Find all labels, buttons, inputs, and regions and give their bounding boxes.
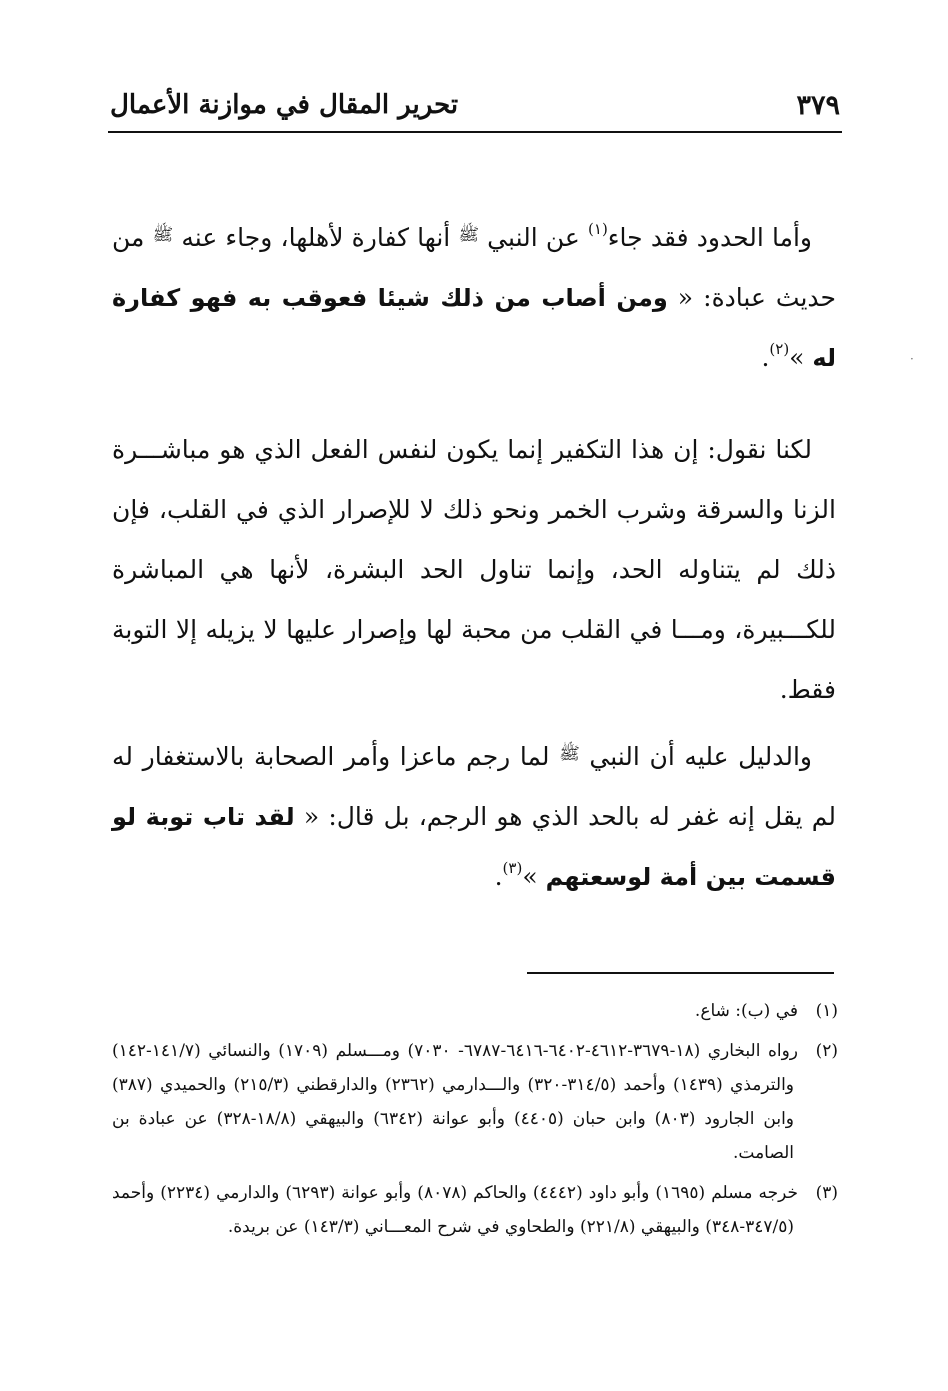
p3-text-2: لما رجم ماعزا وأمر الصحابة بالاستغفار له لم يقل إنه غفر له بالحد الذي هو الرجم، بل قال: « [112,742,836,831]
paragraph-3 [112,724,836,907]
hadith-quote-1: ومن أصاب من ذلك شيئا فعوقب به فهو كفارة له [112,284,836,372]
book-title: تحرير المقال في موازنة الأعمال [110,90,459,120]
footnote-ref-1: (١) [588,220,608,238]
footnote-ref-2: (٢) [769,340,790,358]
honorific-glyph: ﷺ [458,225,479,245]
paragraph-1 [112,205,836,388]
page-number: ٣٧٩ [796,90,840,121]
paragraph-2: لكنا نقول: إن هذا التكفير إنما يكون لنفس الفعل الذي هو مباشـــرة الزنا والسرقة وشرب الخمر ونحو ذلك لا للإصرار الذي في القلب، فإن ذلك لم يتناوله الحد، وإنما تناول الحد البشرة، لأنها هي المباشرة للكـــبيرة، ومـــا في القلب من محبة لها وإصرار عليها لا يزيله إلا التوبة فقط. [112,435,836,704]
honorific-glyph: ﷺ [152,225,174,245]
footnote-text: خرجه مسلم (١٦٩٥) وأبو داود (٤٤٤٢) والحاكم (٨٠٧٨) وأبو عوانة (٦٢٩٣) والدارمي (٢٢٣٤) وأحمد (٣٤٧/٥-٣٤٨) والبيهقي (٢٢١/٨) والطحاوي في شرح المعـــاني (١٤٣/٣) عن بريدة. [112,1183,799,1237]
footnote-rule [527,972,834,974]
running-head [110,88,840,132]
main-text [112,205,836,907]
footnotes [112,994,838,1250]
scan-speck: · [910,352,914,366]
footnote-2 [112,1034,838,1170]
p1-text-3: أنها كفارة لأهلها، وجاء عنه [173,223,459,252]
p1-text-6: . [761,343,770,372]
hadith-quote-2: لقد تاب توبة لو قسمت بين أمة لوسعتهم [112,803,836,891]
footnote-number: (٣) [815,1183,839,1203]
p3-text-3: » [522,862,546,891]
footnote-ref-3: (٣) [502,859,523,877]
footnote-text: في (ب): شاع. [694,1001,798,1021]
footnote-text: رواه البخاري (١٨-٣٦٧٩-٤٦١٢-٦٤٠٢-٦٤١٦-٦٧٨٧- ٧٠٣٠) ومـــسلم (١٧٠٩) والنسائي (١٤١/٧-١٤٢) والترمذي (١٤٣٩) وأحمد (٣١٤/٥-٣٢٠) والـــدارمي (٢٣٦٢) والدارقطني (٢١٥/٣) والحميدي (٣٨٧) وابن الجارود (٨٠٣) وابن حبان (٤٤٠٥) وأبو عوانة (٦٣٤٢) والبيهقي (١٨/٨-٣٢٨) عن عبادة بن الصامت. [112,1041,799,1163]
p1-text-4: من حديث عبادة: « [112,223,837,312]
footnote-1 [112,994,838,1028]
p3-text-1: والدليل عليه أن النبي [579,742,813,771]
p3-text-4: . [494,862,503,891]
honorific-glyph: ﷺ [559,744,580,764]
footnote-number: (٢) [815,1041,839,1061]
header-rule [108,131,842,133]
footnote-3 [112,1176,838,1244]
footnote-number: (١) [815,1001,838,1021]
p1-text-1: وأما الحدود فقد جاء [607,223,812,252]
p1-text-5: » [789,343,813,372]
p1-text-2: عن النبي [478,223,589,252]
